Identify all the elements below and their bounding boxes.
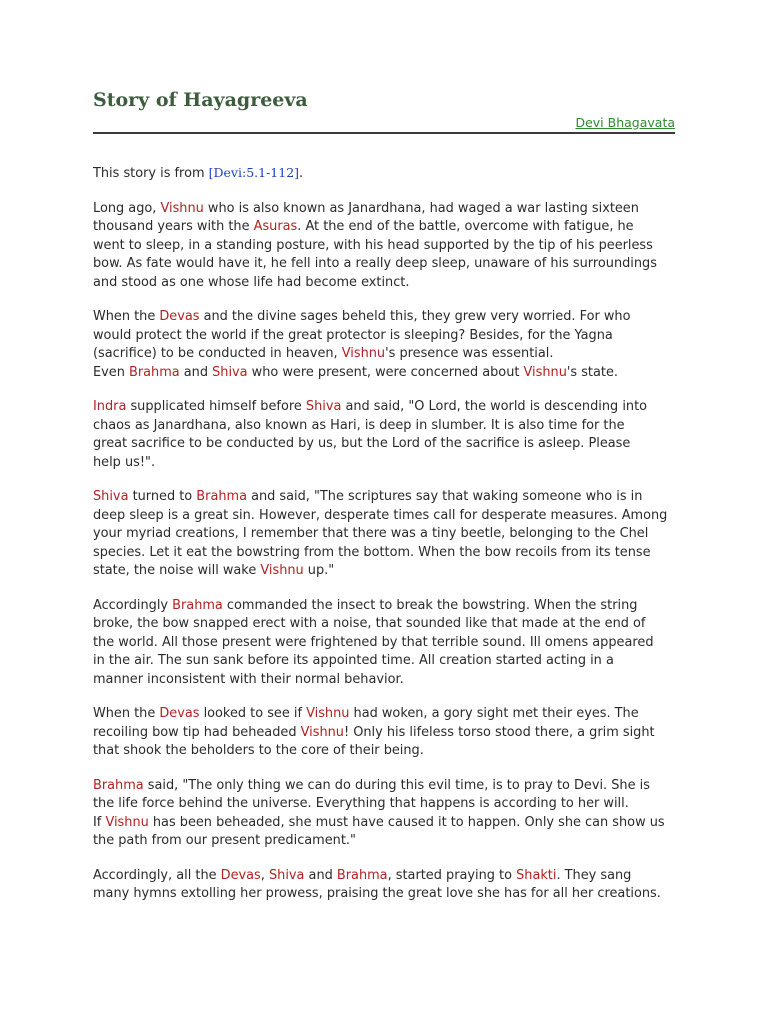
text-run: Accordingly, all the bbox=[93, 867, 221, 883]
name-link[interactable]: Brahma bbox=[196, 489, 247, 504]
name-link[interactable]: Vishnu bbox=[160, 200, 204, 216]
text-run: turned to bbox=[128, 489, 197, 504]
name-link[interactable]: Brahma bbox=[172, 597, 223, 613]
text-run: . They sang bbox=[556, 867, 632, 883]
text-run: has been beheaded, she must have caused it to happen. Only she can show us bbox=[148, 814, 665, 830]
name-link[interactable]: Brahma bbox=[128, 364, 180, 380]
story-paragraph bbox=[93, 597, 683, 690]
text-run: supplicated himself before bbox=[126, 399, 306, 414]
text-run: went to sleep, in a standing posture, with his head supported by the tip of his peerless bbox=[93, 237, 653, 253]
text-run: , started praying to bbox=[387, 867, 517, 883]
name-link[interactable]: Vishnu bbox=[260, 563, 304, 578]
text-run: broke, the bow snapped erect with a noise, that sounded like that made at the end of bbox=[93, 616, 646, 631]
name-link[interactable]: Shakti bbox=[516, 867, 557, 883]
name-link[interactable]: Vishnu bbox=[300, 724, 344, 740]
text-run: and the divine sages beheld this, they grew very worried. For who bbox=[199, 309, 631, 324]
name-link[interactable]: Shiva bbox=[268, 867, 305, 883]
text-run: Even bbox=[93, 364, 129, 380]
text-run: If bbox=[93, 814, 106, 830]
text-run: in the air. The sun sank before its appointed time. All creation started acting in a bbox=[93, 653, 614, 668]
text-run: . bbox=[299, 166, 304, 181]
text-run: manner inconsistent with their normal behavior. bbox=[93, 671, 404, 687]
story-paragraph bbox=[93, 164, 683, 184]
name-link[interactable]: Vishnu bbox=[523, 364, 567, 380]
name-link[interactable]: Brahma bbox=[93, 777, 144, 793]
text-run: Accordingly bbox=[93, 597, 173, 613]
text-run: This story is from bbox=[93, 166, 209, 181]
name-link[interactable]: Shiva bbox=[93, 489, 129, 504]
text-run: would protect the world if the great protector is sleeping? Besides, for the Yagna bbox=[93, 327, 613, 343]
story-paragraph bbox=[93, 200, 683, 293]
text-run: your myriad creations, I remember that there was a tiny beetle, belonging to the Chel bbox=[93, 526, 649, 541]
story-body bbox=[93, 164, 683, 920]
text-run: and said, "O Lord, the world is descending into bbox=[341, 399, 648, 414]
text-run: the path from our present predicament." bbox=[93, 833, 356, 848]
story-paragraph bbox=[93, 398, 683, 472]
text-run: . At the end of the battle, overcome with fatigue, he bbox=[297, 219, 634, 234]
name-link[interactable]: Asuras bbox=[253, 219, 298, 234]
text-run: said, "The only thing we can do during this evil time, is to pray to Devi. She is bbox=[143, 777, 650, 793]
story-paragraph bbox=[93, 705, 683, 761]
text-run: species. Let it eat the bowstring from the bottom. When the bow recoils from its tense bbox=[93, 544, 651, 560]
story-paragraph bbox=[93, 867, 683, 904]
name-link[interactable]: Devas bbox=[159, 706, 200, 721]
text-run: state, the noise will wake bbox=[93, 563, 261, 578]
text-run: help us!". bbox=[93, 454, 156, 470]
text-run: 's presence was essential. bbox=[385, 346, 554, 361]
text-run: up." bbox=[303, 563, 335, 578]
text-run: When the bbox=[93, 706, 160, 721]
text-run: the life force behind the universe. Everything that happens is according to her will. bbox=[93, 796, 629, 811]
text-run: and stood as one whose life had become extinct. bbox=[93, 274, 410, 290]
story-paragraph bbox=[93, 488, 683, 581]
text-run: bow. As fate would have it, he fell into a really deep sleep, unaware of his surroundings bbox=[93, 256, 657, 271]
text-run: chaos as Janardhana, also known as Hari, is deep in slumber. It is also time for the bbox=[93, 417, 625, 433]
text-run: many hymns extolling her prowess, praising the great love she has for all her creations. bbox=[93, 886, 661, 901]
text-run: When the bbox=[93, 309, 160, 324]
page-title: Story of Hayagreeva bbox=[93, 89, 308, 111]
name-link[interactable]: Brahma bbox=[336, 867, 388, 883]
text-run: commanded the insect to break the bowstring. When the string bbox=[222, 597, 638, 613]
title-divider bbox=[93, 132, 675, 134]
text-run: and bbox=[304, 867, 337, 883]
text-run: had woken, a gory sight met their eyes. The bbox=[349, 706, 639, 721]
name-link[interactable]: Devas bbox=[159, 309, 200, 324]
story-paragraph bbox=[93, 308, 683, 382]
text-run: (sacrifice) to be conducted in heaven, bbox=[93, 346, 342, 361]
text-run: recoiling bow tip had beheaded bbox=[93, 724, 301, 740]
name-link[interactable]: Vishnu bbox=[306, 706, 350, 721]
text-run: 's state. bbox=[566, 364, 618, 380]
text-run: great sacrifice to be conducted by us, but the Lord of the sacrifice is asleep. Please bbox=[93, 436, 631, 451]
name-link[interactable]: Devas bbox=[220, 867, 261, 883]
story-paragraph bbox=[93, 777, 683, 851]
text-run: ! Only his lifeless torso stood there, a grim sight bbox=[343, 724, 655, 740]
text-run: deep sleep is a great sin. However, desperate times call for desperate measures. Among bbox=[93, 507, 668, 523]
name-link[interactable]: Vishnu bbox=[105, 814, 149, 830]
reference-link[interactable]: [Devi:5.1-112] bbox=[208, 165, 300, 180]
text-run: the world. All those present were frightened by that terrible sound. Ill omens appeared bbox=[93, 634, 654, 650]
name-link[interactable]: Vishnu bbox=[341, 346, 386, 361]
name-link[interactable]: Shiva bbox=[305, 399, 342, 414]
text-run: , bbox=[260, 867, 269, 883]
text-run: looked to see if bbox=[199, 706, 307, 721]
text-run: and bbox=[179, 364, 213, 380]
text-run: who were present, were concerned about bbox=[247, 364, 524, 380]
name-link[interactable]: Indra bbox=[93, 399, 127, 414]
text-run: and said, "The scriptures say that waking someone who is in bbox=[246, 489, 643, 504]
text-run: Long ago, bbox=[93, 200, 161, 216]
text-run: who is also known as Janardhana, had waged a war lasting sixteen bbox=[203, 200, 639, 216]
text-run: thousand years with the bbox=[93, 219, 254, 234]
source-link[interactable]: Devi Bhagavata bbox=[575, 115, 675, 130]
name-link[interactable]: Shiva bbox=[212, 364, 248, 380]
text-run: that shook the beholders to the core of their being. bbox=[93, 743, 424, 758]
